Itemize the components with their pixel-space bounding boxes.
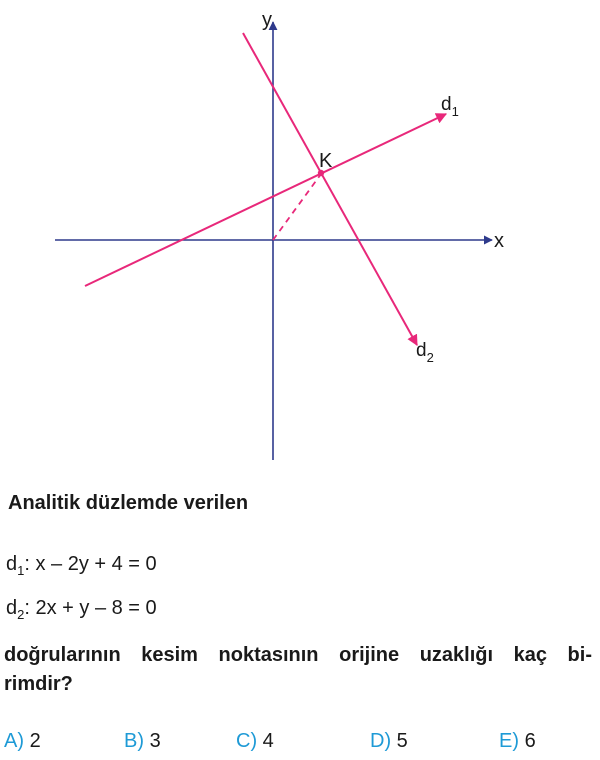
point-k-label: K (319, 150, 333, 172)
choice-a[interactable]: A) 2 (4, 730, 41, 752)
line-d1 (85, 114, 446, 286)
choice-b[interactable]: B) 3 (124, 730, 161, 752)
x-axis-label: x (494, 230, 504, 252)
equation-d1: $d_1$: x – 2y + 4 = 0 (6, 553, 157, 578)
question-prompt-line: doğrularının kesim noktasının orijine uzaklığı kaç bi- (4, 644, 592, 666)
equation-d2: $d_2$: 2x + y – 8 = 0 (6, 597, 157, 622)
answer-choices (0, 730, 600, 758)
question-prompt-line: rimdir? (4, 673, 73, 695)
line-d1-label: $d_1$ (441, 94, 459, 119)
line-d2 (243, 33, 417, 345)
choice-c[interactable]: C) 4 (236, 730, 274, 752)
question-prompt (4, 641, 592, 699)
y-axis-label: y (262, 9, 272, 31)
line-d2-label: $d_2$ (416, 340, 434, 365)
choice-d[interactable]: D) 5 (370, 730, 408, 752)
choice-e[interactable]: E) 6 (499, 730, 536, 752)
question-intro: Analitik düzlemde verilen (8, 492, 249, 514)
